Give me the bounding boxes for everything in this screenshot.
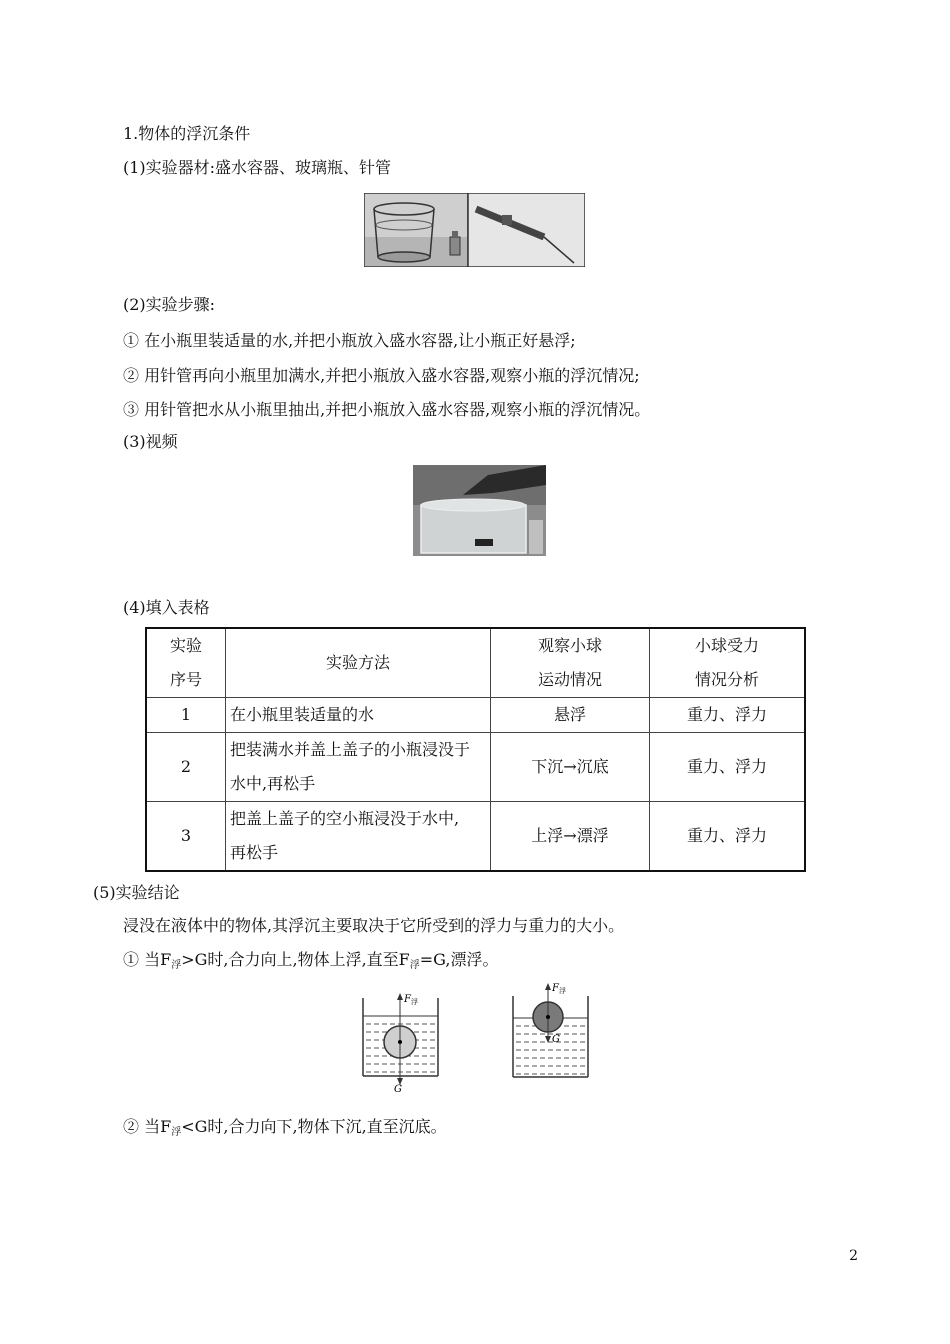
row-motion: 悬浮 — [491, 698, 650, 733]
step-item: ① 在小瓶里装适量的水,并把小瓶放入盛水容器,让小瓶正好悬浮; — [123, 331, 576, 350]
row-id: 3 — [146, 802, 226, 872]
case-sink-text: ② 当F浮<G时,合力向下,物体下沉,直至沉底。 — [123, 1117, 447, 1138]
video-thumbnail[interactable] — [413, 465, 546, 556]
row-motion: 上浮→漂浮 — [491, 802, 650, 872]
conclusion-text: 浸没在液体中的物体,其浮沉主要取决于它所受到的浮力与重力的大小。 — [123, 916, 625, 935]
table-row — [146, 802, 805, 872]
section-title: 1.物体的浮沉条件 — [123, 124, 251, 143]
case-float-text: ① 当F浮>G时,合力向上,物体上浮,直至F浮=G,漂浮。 — [123, 950, 499, 971]
force-label-f: F — [552, 983, 559, 994]
row-method: 把装满水并盖上盖子的小瓶浸没于 水中,再松手 — [226, 733, 491, 802]
table-header-row — [146, 628, 805, 698]
force-label-f: F — [404, 994, 411, 1005]
force-diagram-suspended — [360, 988, 445, 1093]
force-label-g: G — [394, 1084, 402, 1093]
row-force: 重力、浮力 — [650, 698, 806, 733]
equipment-photo — [364, 193, 585, 267]
row-method: 在小瓶里装适量的水 — [226, 698, 491, 733]
header-motion: 观察小球 运动情况 — [491, 628, 650, 698]
table-title: (4)填入表格 — [123, 598, 210, 617]
force-label-f-sub: 浮 — [411, 998, 418, 1006]
row-method: 把盖上盖子的空小瓶浸没于水中, 再松手 — [226, 802, 491, 872]
row-force: 重力、浮力 — [650, 802, 806, 872]
experiment-table — [145, 627, 806, 872]
page-number: 2 — [849, 1248, 858, 1264]
force-label-f-sub: 浮 — [559, 987, 566, 995]
table-row — [146, 733, 805, 802]
table-row — [146, 698, 805, 733]
force-label-g: G — [552, 1034, 560, 1045]
header-force: 小球受力 情况分析 — [650, 628, 806, 698]
steps-title: (2)实验步骤: — [123, 295, 216, 314]
step-item: ② 用针管再向小瓶里加满水,并把小瓶放入盛水容器,观察小瓶的浮沉情况; — [123, 366, 640, 385]
header-id: 实验 序号 — [146, 628, 226, 698]
row-motion: 下沉→沉底 — [491, 733, 650, 802]
header-method: 实验方法 — [226, 628, 491, 698]
step-item: ③ 用针管把水从小瓶里抽出,并把小瓶放入盛水容器,观察小瓶的浮沉情况。 — [123, 400, 651, 419]
conclusion-title: (5)实验结论 — [93, 883, 180, 902]
materials-text: (1)实验器材:盛水容器、玻璃瓶、针管 — [123, 158, 392, 177]
video-title: (3)视频 — [123, 432, 178, 451]
force-diagram-floating — [510, 980, 595, 1080]
row-id: 2 — [146, 733, 226, 802]
row-id: 1 — [146, 698, 226, 733]
row-force: 重力、浮力 — [650, 733, 806, 802]
